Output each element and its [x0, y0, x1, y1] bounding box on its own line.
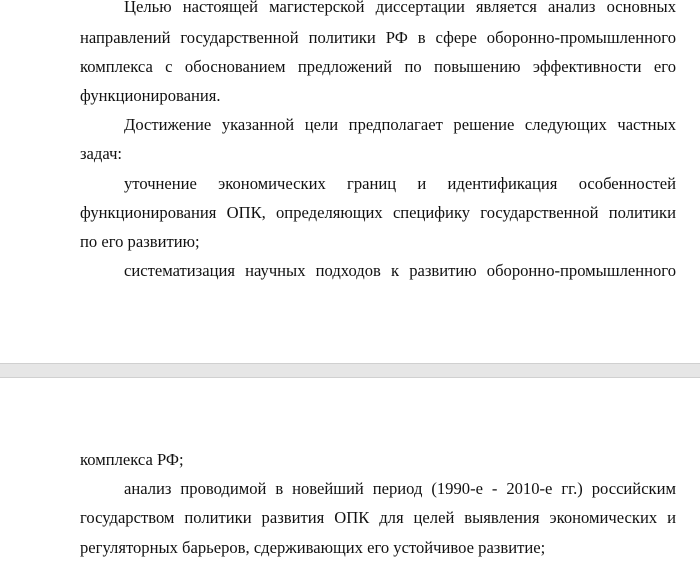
text-line: регуляторных барьеров, сдерживающих его устойчивое развитие; — [80, 538, 546, 557]
text-line: функционирования. — [80, 86, 221, 105]
text-line: задач: — [80, 144, 123, 163]
text-line: анализ проводимой в новейший период (1990-е - 2010-е гг.) российским — [124, 479, 676, 498]
text-line: Целью настоящей магистерской диссертации является анализ основных — [124, 0, 676, 16]
text-line: систематизация научных подходов к развитию оборонно-промышленного — [124, 261, 676, 280]
text-line: по его развитию; — [80, 232, 200, 251]
text-line: государством политики развития ОПК для целей выявления экономических и — [80, 508, 676, 527]
text-line: комплекса с обоснованием предложений по повышению эффективности его — [80, 57, 676, 76]
page-break-separator — [0, 363, 700, 378]
text-line: Достижение указанной цели предполагает решение следующих частных — [124, 115, 676, 134]
document-page-2 — [0, 378, 700, 563]
text-line: функционирования ОПК, определяющих специфику государственной политики — [80, 203, 676, 222]
text-line: уточнение экономических границ и идентификация особенностей — [124, 174, 676, 193]
text-line: направлений государственной политики РФ в сфере оборонно-промышленного — [80, 28, 676, 47]
text-line: комплекса РФ; — [80, 450, 184, 469]
